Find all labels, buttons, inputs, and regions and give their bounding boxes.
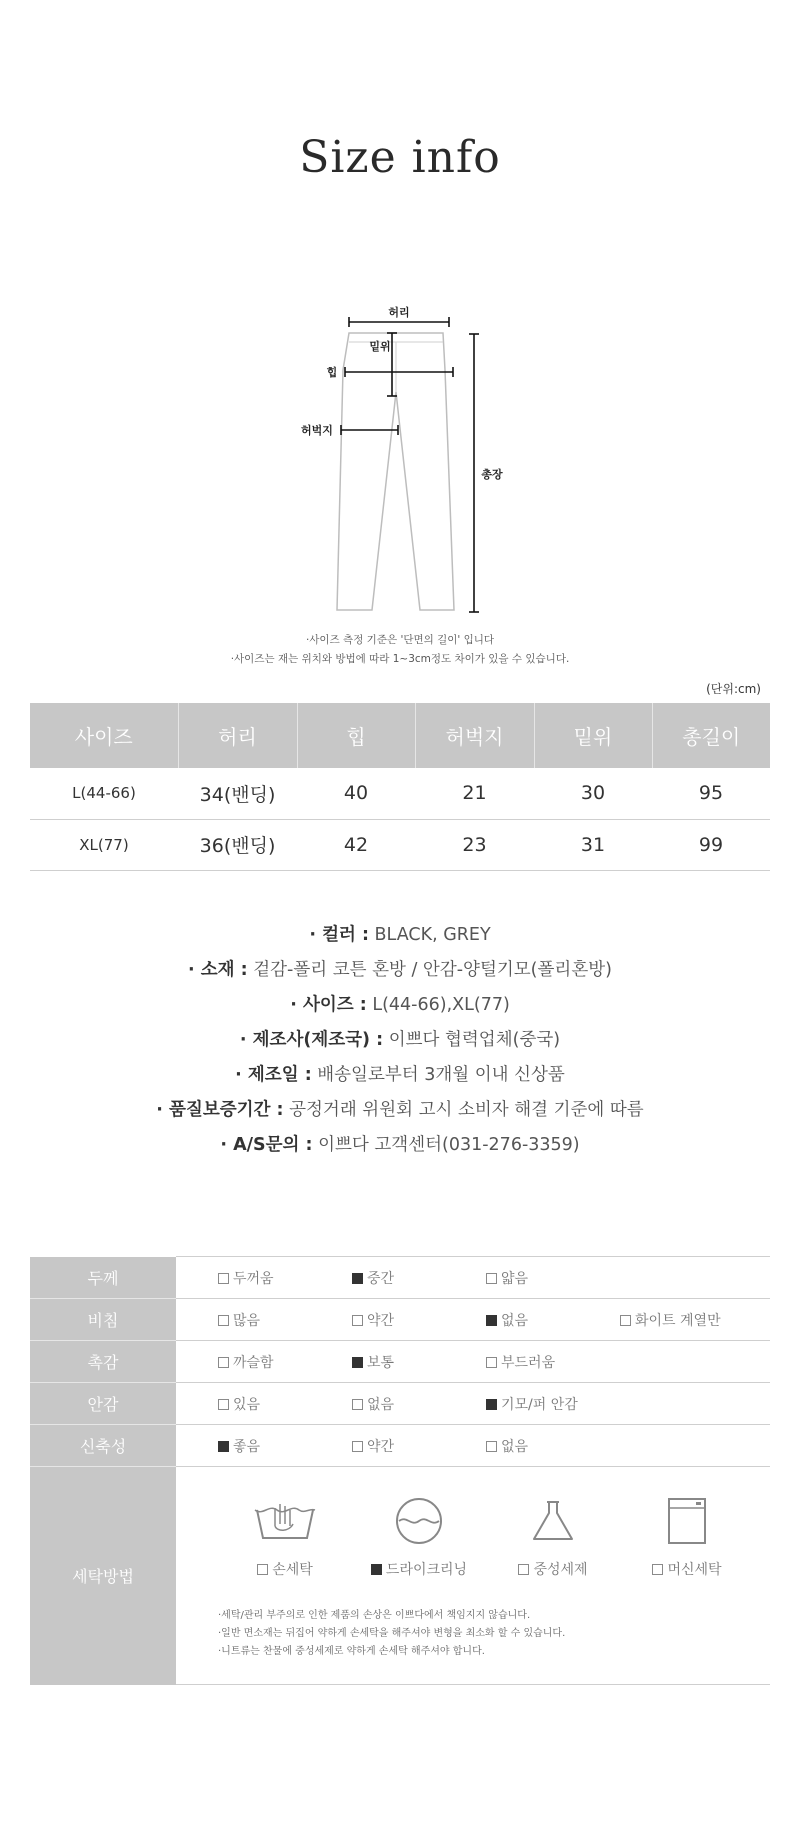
property-option-label: 약간 xyxy=(367,1312,395,1329)
property-row xyxy=(30,1341,770,1383)
property-label: 두께 xyxy=(30,1257,176,1299)
unchecked-box xyxy=(218,1273,229,1284)
hip-label: 힙 xyxy=(326,366,338,379)
wash-option-label: 드라이크리닝 xyxy=(385,1562,468,1578)
waist-label: 허리 xyxy=(388,306,410,319)
product-info xyxy=(0,918,800,1163)
property-option xyxy=(218,1436,352,1456)
info-key: · 소재 : xyxy=(188,960,248,980)
measurement-notes xyxy=(0,631,800,669)
cell-waist: 34(밴딩) xyxy=(178,768,297,819)
cell-size: L(44-66) xyxy=(30,768,178,819)
property-option-label: 많음 xyxy=(233,1312,261,1329)
property-option xyxy=(218,1310,352,1330)
note-line: ·사이즈 측정 기준은 '단면의 길이' 입니다 xyxy=(305,634,495,646)
cell-rise: 30 xyxy=(534,768,652,819)
wash-checkbox xyxy=(518,1564,529,1575)
wash-note: ·세탁/관리 부주의로 인한 제품의 손상은 이쁘다에서 책임지지 않습니다. xyxy=(218,1610,531,1621)
info-value: 이쁘다 협력업체(중국) xyxy=(383,1030,561,1050)
property-option-label: 좋음 xyxy=(233,1438,261,1455)
property-option-label: 기모/퍼 안감 xyxy=(501,1396,578,1413)
wash-checkbox xyxy=(371,1564,382,1575)
info-key: · 제조사(제조국) : xyxy=(239,1030,384,1050)
wash-checkbox xyxy=(652,1564,663,1575)
header-length: 총길이 xyxy=(652,703,770,768)
property-option-label: 부드러움 xyxy=(501,1354,556,1371)
rise-label: 밑위 xyxy=(369,340,391,353)
wash-note: ·일반 면소재는 뒤집어 약하게 손세탁을 해주셔야 변형을 최소화 할 수 있습니다. xyxy=(218,1628,566,1639)
size-table xyxy=(30,703,770,871)
property-option-label: 없음 xyxy=(367,1396,395,1413)
unchecked-box xyxy=(218,1357,229,1368)
info-value: 공정거래 위원회 고시 소비자 해결 기준에 따름 xyxy=(283,1100,644,1120)
dry-clean-icon xyxy=(393,1495,445,1547)
property-row xyxy=(30,1299,770,1341)
property-option xyxy=(218,1352,352,1372)
info-material xyxy=(0,953,800,988)
info-color xyxy=(0,918,800,953)
unchecked-box xyxy=(620,1315,631,1326)
property-options xyxy=(176,1257,770,1299)
checked-box xyxy=(218,1441,229,1452)
unit-label: (단위:cm) xyxy=(706,682,761,696)
wash-option xyxy=(352,1495,486,1579)
wash-option-label: 머신세탁 xyxy=(667,1562,722,1578)
property-option-label: 있음 xyxy=(233,1396,261,1413)
property-option xyxy=(218,1394,352,1414)
cell-size: XL(77) xyxy=(30,819,178,870)
wash-checkbox xyxy=(257,1564,268,1575)
unchecked-box xyxy=(352,1399,363,1410)
property-option-label: 화이트 계열만 xyxy=(635,1312,721,1329)
property-options xyxy=(176,1341,770,1383)
property-option-label: 없음 xyxy=(501,1312,529,1329)
property-row xyxy=(30,1257,770,1299)
info-key: · 제조일 : xyxy=(235,1065,312,1085)
cell-hip: 42 xyxy=(297,819,415,870)
wash-option xyxy=(218,1495,352,1579)
info-as-contact xyxy=(0,1128,800,1163)
wash-label: 세탁방법 xyxy=(30,1467,176,1685)
info-key: · 품질보증기간 : xyxy=(156,1100,284,1120)
pants-measurement-diagram xyxy=(0,290,800,630)
unchecked-box xyxy=(218,1315,229,1326)
property-option xyxy=(352,1352,486,1372)
cell-waist: 36(밴딩) xyxy=(178,819,297,870)
property-row xyxy=(30,1383,770,1425)
length-label: 총장 xyxy=(481,468,503,481)
wash-row xyxy=(30,1467,770,1685)
unchecked-box xyxy=(352,1315,363,1326)
cell-length: 95 xyxy=(652,768,770,819)
wash-option-label: 손세탁 xyxy=(272,1562,313,1578)
property-option xyxy=(486,1268,620,1288)
checked-box xyxy=(486,1315,497,1326)
wash-options xyxy=(176,1467,770,1685)
unchecked-box xyxy=(486,1273,497,1284)
hand-wash-icon xyxy=(253,1495,317,1547)
property-options xyxy=(176,1299,770,1341)
property-option xyxy=(486,1394,620,1414)
table-row xyxy=(30,768,770,819)
info-key: · 컬러 : xyxy=(309,925,369,945)
property-option xyxy=(218,1268,352,1288)
info-value: 이쁘다 고객센터(031-276-3359) xyxy=(312,1135,580,1155)
property-label: 촉감 xyxy=(30,1341,176,1383)
info-manufacturer xyxy=(0,1023,800,1058)
info-value: L(44-66),XL(77) xyxy=(366,995,510,1015)
property-option xyxy=(352,1310,486,1330)
info-key: · 사이즈 : xyxy=(290,995,367,1015)
property-option xyxy=(352,1436,486,1456)
checked-box xyxy=(352,1273,363,1284)
fabric-properties-table xyxy=(30,1256,770,1685)
property-option-label: 없음 xyxy=(501,1438,529,1455)
info-value: BLACK, GREY xyxy=(368,925,491,945)
property-option xyxy=(352,1268,486,1288)
property-option-label: 얇음 xyxy=(501,1270,529,1287)
thigh-label: 허벅지 xyxy=(301,424,333,437)
unchecked-box xyxy=(352,1441,363,1452)
property-option-label: 중간 xyxy=(367,1270,395,1287)
info-key: · A/S문의 : xyxy=(220,1135,313,1155)
wash-notes xyxy=(218,1607,770,1661)
header-size: 사이즈 xyxy=(30,703,178,768)
neutral-detergent-icon xyxy=(529,1495,577,1547)
wash-option-label: 중성세제 xyxy=(533,1562,588,1578)
info-value: 겉감-폴리 코튼 혼방 / 안감-양털기모(폴리혼방) xyxy=(247,960,612,980)
property-label: 안감 xyxy=(30,1383,176,1425)
property-options xyxy=(176,1383,770,1425)
property-option xyxy=(620,1310,754,1330)
property-label: 신축성 xyxy=(30,1425,176,1467)
property-options xyxy=(176,1425,770,1467)
header-thigh: 허벅지 xyxy=(415,703,534,768)
property-option xyxy=(352,1394,486,1414)
property-option-label: 보통 xyxy=(367,1354,395,1371)
info-size xyxy=(0,988,800,1023)
info-value: 배송일로부터 3개월 이내 신상품 xyxy=(311,1065,565,1085)
checked-box xyxy=(486,1399,497,1410)
property-option xyxy=(486,1352,620,1372)
unchecked-box xyxy=(486,1357,497,1368)
property-option-label: 두꺼움 xyxy=(233,1270,274,1287)
property-option-label: 약간 xyxy=(367,1438,395,1455)
wash-note: ·니트류는 찬물에 중성세제로 약하게 손세탁 해주셔야 합니다. xyxy=(218,1646,485,1657)
cell-length: 99 xyxy=(652,819,770,870)
machine-wash-icon xyxy=(666,1495,708,1547)
header-rise: 밑위 xyxy=(534,703,652,768)
unchecked-box xyxy=(486,1441,497,1452)
note-line: ·사이즈는 재는 위치와 방법에 따라 1~3cm정도 차이가 있을 수 있습니다. xyxy=(230,653,570,665)
wash-option xyxy=(620,1495,754,1579)
table-row xyxy=(30,819,770,870)
page-title: Size info xyxy=(299,132,501,183)
size-table-header xyxy=(30,703,770,768)
property-option xyxy=(486,1310,620,1330)
property-option-label: 까슬함 xyxy=(233,1354,274,1371)
checked-box xyxy=(352,1357,363,1368)
header-waist: 허리 xyxy=(178,703,297,768)
cell-thigh: 21 xyxy=(415,768,534,819)
info-warranty xyxy=(0,1093,800,1128)
property-row xyxy=(30,1425,770,1467)
wash-option xyxy=(486,1495,620,1579)
cell-hip: 40 xyxy=(297,768,415,819)
info-manufacture-date xyxy=(0,1058,800,1093)
cell-thigh: 23 xyxy=(415,819,534,870)
header-hip: 힙 xyxy=(297,703,415,768)
property-option xyxy=(486,1436,620,1456)
unchecked-box xyxy=(218,1399,229,1410)
cell-rise: 31 xyxy=(534,819,652,870)
property-label: 비침 xyxy=(30,1299,176,1341)
